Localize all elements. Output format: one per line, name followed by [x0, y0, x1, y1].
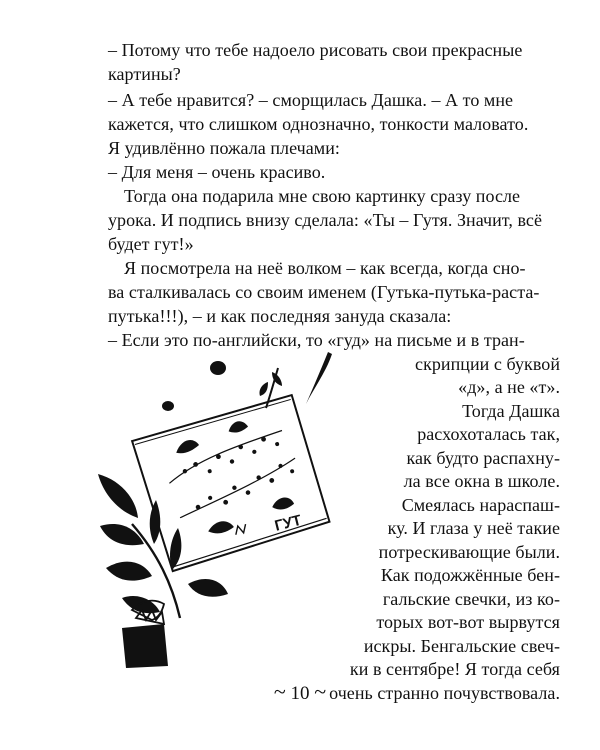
text-line-23: Как подожжённые бен-	[380, 565, 560, 585]
text-line-27: ки в сентябре! Я тогда себя	[349, 659, 560, 679]
text-line-18: как будто распахну-	[406, 447, 560, 468]
text-line-3: – А тебе нравится? – сморщилась Дашка. – А то мне	[108, 90, 514, 110]
twig	[266, 368, 278, 408]
text-line-20: Смеялась нараспаш-	[401, 494, 560, 515]
ink-dot	[210, 361, 226, 375]
text-line-4: кажется, что слишком однозначно, тонкости маловато.	[108, 114, 529, 134]
text-line-22: потрескивающие были.	[378, 541, 560, 562]
text-line-14: скрипции с буквой	[415, 353, 560, 374]
text-line-28: очень странно почувствовала.	[329, 682, 560, 703]
text-line-2: картины?	[108, 64, 181, 84]
ornament-left: ~	[273, 679, 286, 704]
text-line-26: искры. Бенгальские свеч-	[363, 635, 560, 656]
ink-swash	[306, 352, 332, 404]
text-line-10: Я посмотрела на неё волком – как всегда, когда сно-	[124, 258, 526, 278]
ink-illustration	[92, 348, 362, 668]
text-line-19: ла все окна в школе.	[403, 471, 560, 491]
drawing-paper	[131, 394, 332, 573]
text-line-25: торых вот-вот вырвутся	[376, 612, 560, 632]
text-line-24: гальские свечки, из ко-	[382, 588, 560, 609]
text-line-13: – Если это по-английски, то «гуд» на письме и в тран-	[108, 330, 525, 350]
text-line-16: Тогда Дашка	[462, 400, 560, 421]
text-line-12: путька!!!), – и как последняя зануда сказала:	[108, 306, 452, 326]
page-number-value: 10	[290, 683, 310, 704]
text-line-6: – Для меня – очень красиво.	[108, 162, 326, 182]
drawing-caption: ГУТ	[272, 511, 304, 535]
ornament-right: ~	[314, 679, 327, 704]
text-line-8: урока. И подпись внизу сделала: «Ты – Гутя. Значит, всё	[108, 210, 542, 230]
text-line-7: Тогда она подарила мне свою картинку сразу после	[124, 186, 521, 206]
text-line-1: – Потому что тебе надоело рисовать свои прекрасные	[108, 40, 523, 60]
text-line-21: ку. И глаза у неё такие	[387, 518, 560, 538]
text-line-11: ва сталкивалась со своим именем (Гутька-путька-раста-	[108, 282, 540, 302]
ink-dot	[162, 401, 174, 411]
text-line-17: расхохоталась так,	[417, 424, 560, 444]
leafy-branch	[98, 474, 228, 618]
text-line-9: будет гут!»	[108, 234, 194, 254]
text-line-5: Я удивлённо пожала плечами:	[108, 138, 340, 158]
text-line-15: «д», а не «т».	[458, 377, 560, 397]
